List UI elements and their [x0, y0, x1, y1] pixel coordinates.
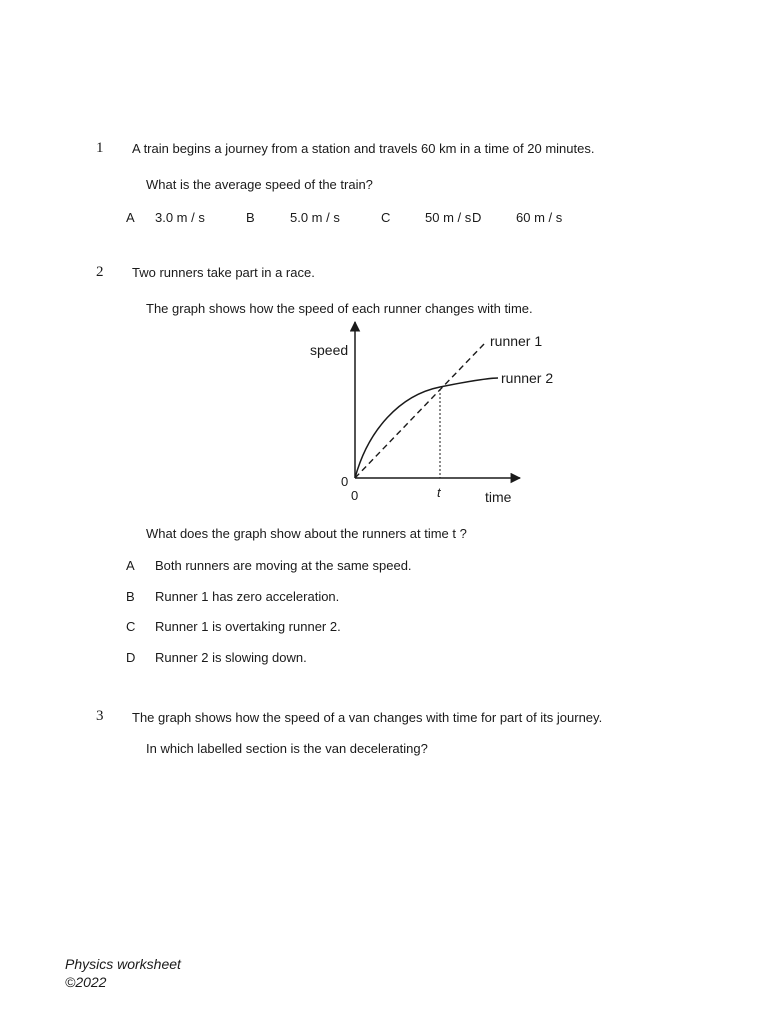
q2-option-c-text: Runner 1 is overtaking runner 2.	[155, 619, 341, 634]
y-axis-label: speed	[310, 342, 349, 358]
runner-2-label: runner 2	[501, 370, 554, 386]
x-axis-label: time	[485, 489, 512, 505]
question-3-prompt: In which labelled section is the van decelerating?	[146, 741, 428, 756]
q2-option-d-letter: D	[126, 650, 136, 665]
q2-option-b-letter: B	[126, 589, 135, 604]
q1-option-d-letter: D	[472, 210, 482, 225]
runner-2-curve	[355, 378, 498, 478]
question-1-number: 1	[96, 140, 104, 156]
runner-1-label: runner 1	[490, 333, 543, 349]
question-1-stem: A train begins a journey from a station and travels 60 km in a time of 20 minutes.	[132, 141, 595, 156]
runner-1-line	[355, 343, 485, 478]
question-3-stem: The graph shows how the speed of a van changes with time for part of its journey.	[132, 710, 603, 725]
question-2-stem: Two runners take part in a race.	[132, 265, 315, 280]
q1-option-b-letter: B	[246, 210, 255, 225]
q2-option-a-text: Both runners are moving at the same speed.	[155, 558, 412, 573]
q1-option-a-letter: A	[126, 210, 135, 225]
question-1-prompt: What is the average speed of the train?	[146, 177, 373, 192]
q2-option-c-letter: C	[126, 619, 136, 634]
origin-y-label: 0	[341, 474, 349, 489]
time-t-label: t	[437, 485, 441, 500]
q1-option-c-text: 50 m / s	[425, 210, 472, 225]
question-2-intro: The graph shows how the speed of each runner changes with time.	[146, 301, 533, 316]
footer-copyright: ©2022	[65, 974, 107, 990]
origin-x-label: 0	[351, 488, 359, 503]
question-2-number: 2	[96, 264, 104, 280]
question-3-number: 3	[96, 708, 104, 724]
question-2-prompt: What does the graph show about the runners at time t ?	[146, 526, 467, 541]
q1-option-b-text: 5.0 m / s	[290, 210, 340, 225]
q2-option-b-text: Runner 1 has zero acceleration.	[155, 589, 340, 604]
q2-option-a-letter: A	[126, 558, 135, 573]
q1-option-d-text: 60 m / s	[516, 210, 563, 225]
q1-option-c-letter: C	[381, 210, 391, 225]
q1-option-a-text: 3.0 m / s	[155, 210, 205, 225]
q2-option-d-text: Runner 2 is slowing down.	[155, 650, 307, 665]
footer-title: Physics worksheet	[65, 956, 181, 972]
